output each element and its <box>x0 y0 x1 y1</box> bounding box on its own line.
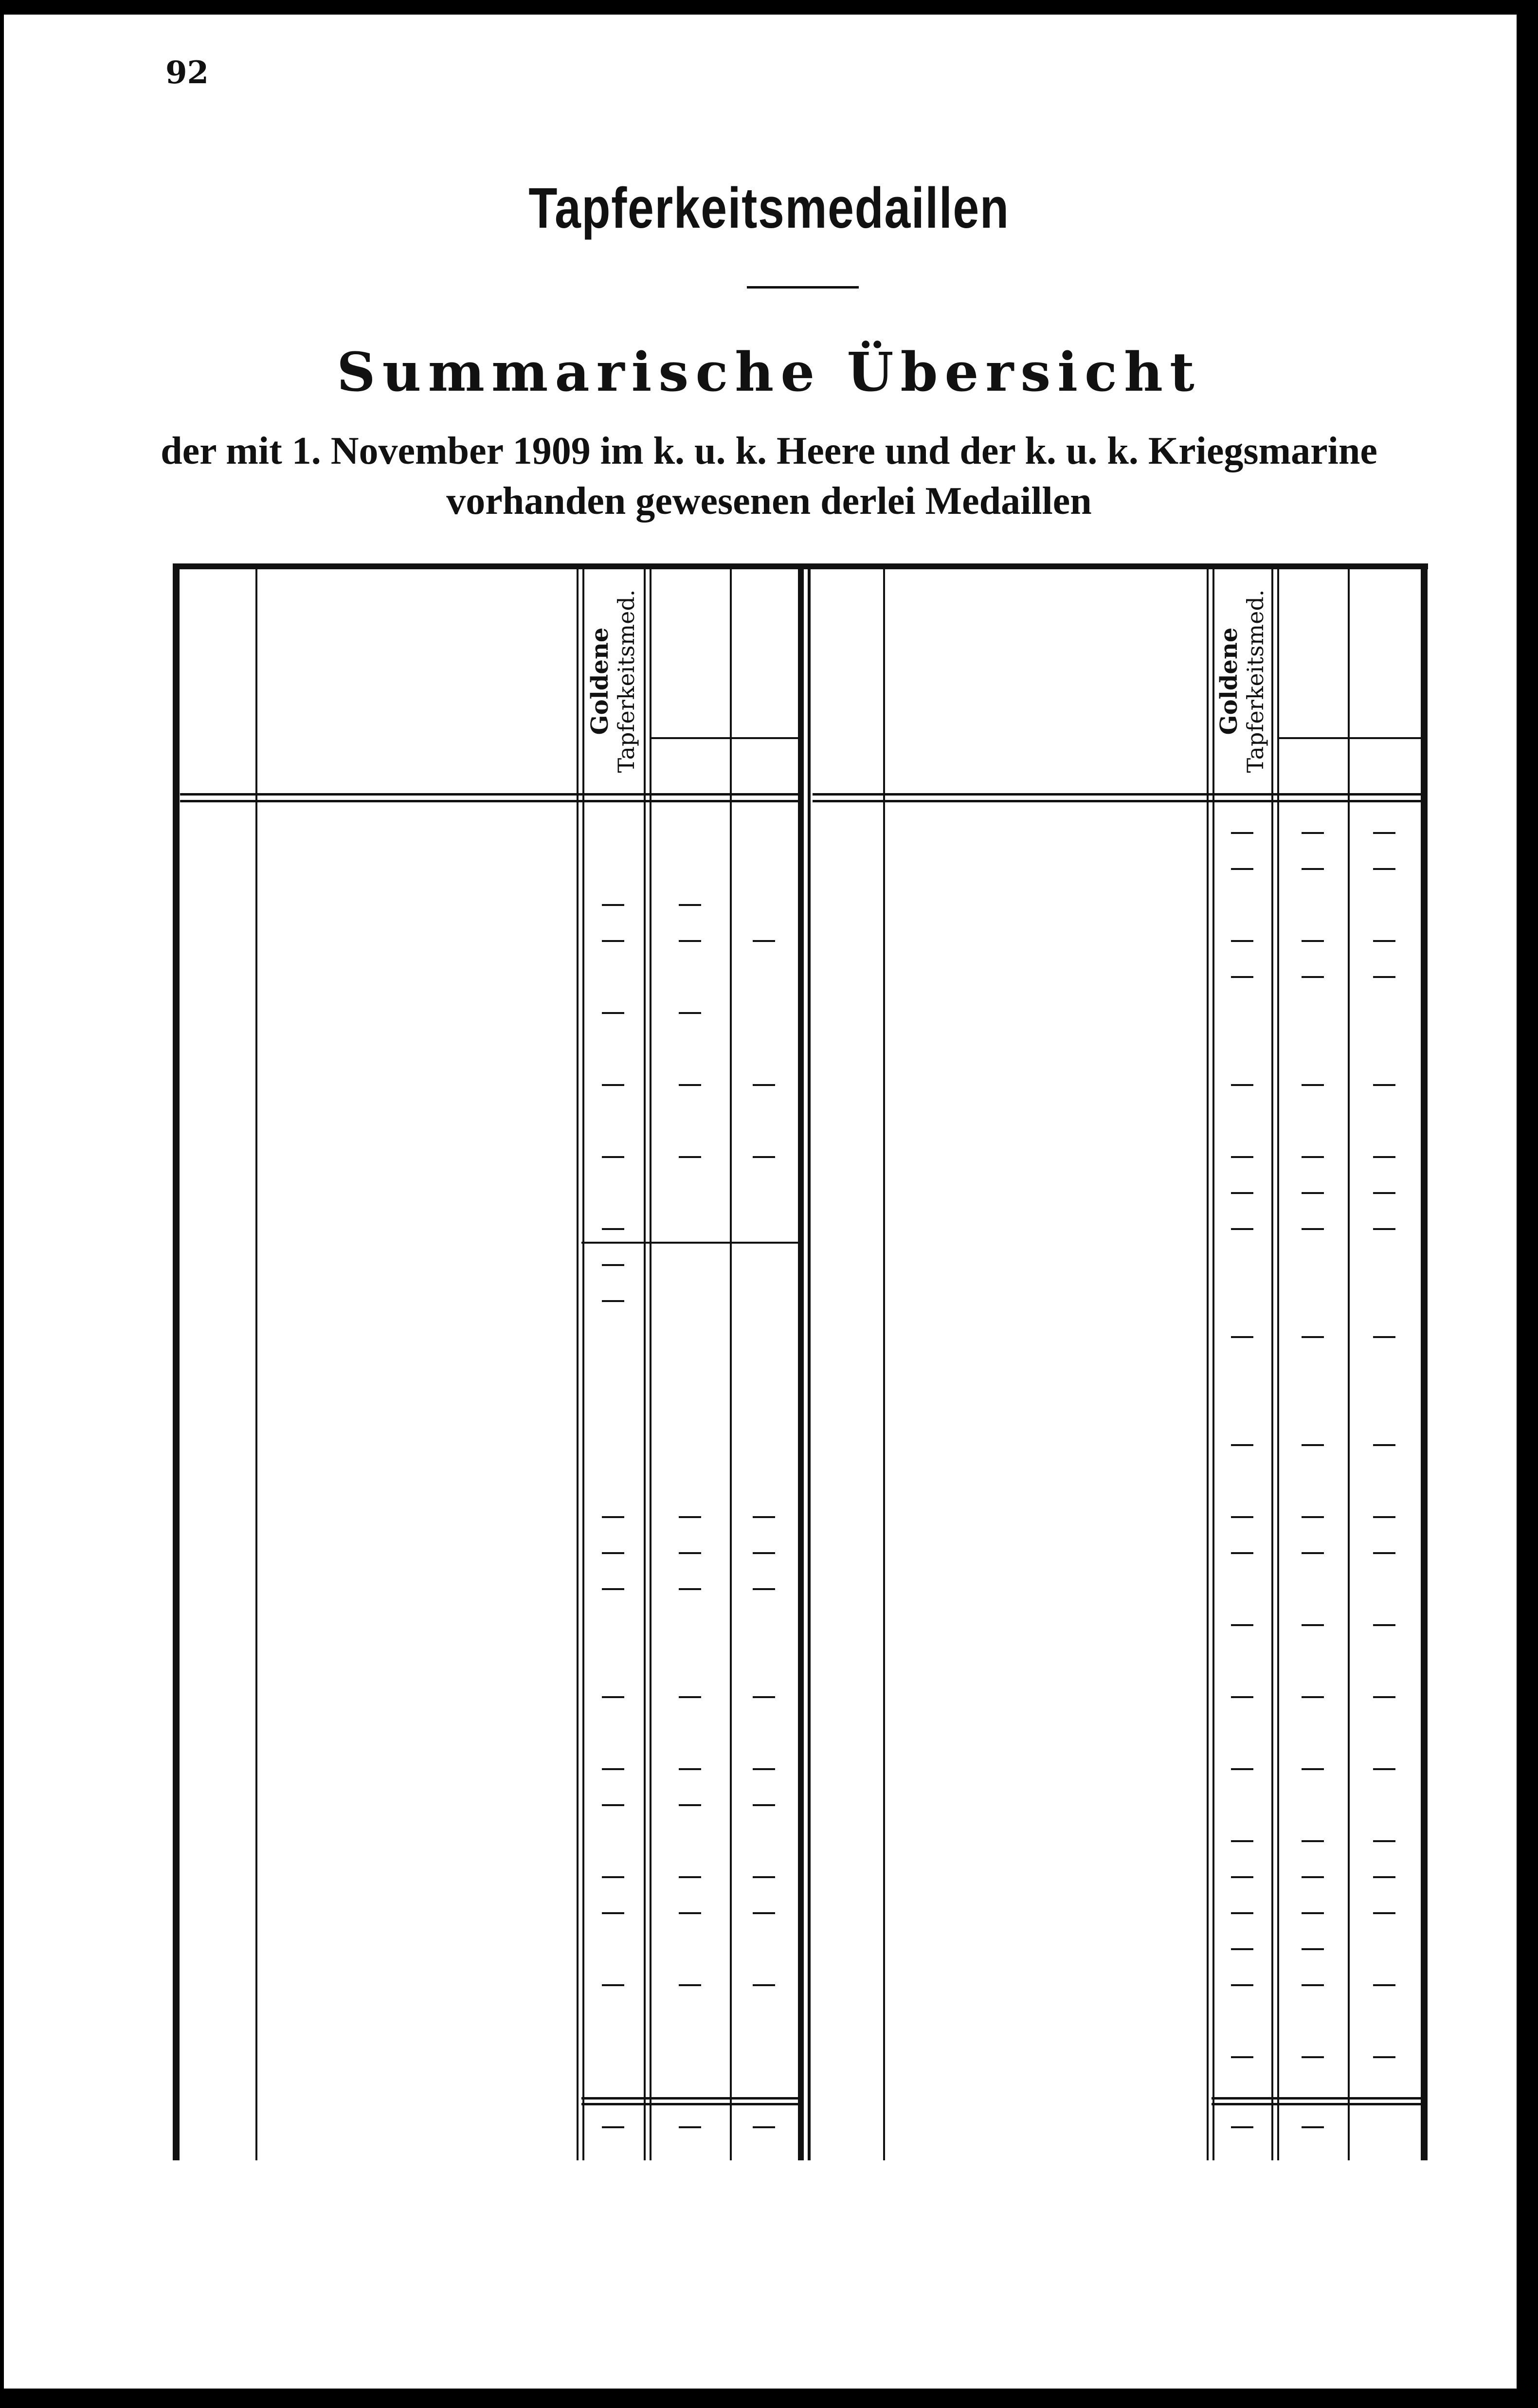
subtitle-line-1: der mit 1. November 1909 im k. u. k. Heere und der k. u. k. Kriegsmarine <box>161 430 1377 472</box>
page-number: 92 <box>165 54 209 91</box>
dash-mark <box>602 1264 624 1266</box>
column-line <box>730 569 732 2160</box>
header-goldene <box>587 584 639 779</box>
dash-mark <box>602 1516 624 1518</box>
footer-rule <box>581 2097 798 2100</box>
dash-mark <box>1231 1156 1253 1158</box>
dash-mark <box>1373 976 1395 978</box>
dash-mark <box>1231 1552 1253 1554</box>
dash-mark <box>753 1588 775 1590</box>
dash-mark <box>1231 2126 1253 2128</box>
dash-mark <box>1231 868 1253 870</box>
subtitle-line-2: vorhanden gewesenen derlei Medaillen <box>446 480 1092 523</box>
column-line <box>1207 569 1209 2160</box>
dash-mark <box>1302 1912 1324 1914</box>
column-line <box>650 569 651 2160</box>
dash-mark <box>1231 1696 1253 1698</box>
dash-mark <box>1302 1552 1324 1554</box>
dash-mark <box>602 1768 624 1770</box>
dash-mark <box>753 1552 775 1554</box>
dash-mark <box>1302 1444 1324 1446</box>
dash-mark <box>679 904 701 906</box>
dash-mark <box>1302 976 1324 978</box>
dash-mark <box>1231 1912 1253 1914</box>
dash-mark <box>1302 1516 1324 1518</box>
dash-mark <box>679 1696 701 1698</box>
table-center-border <box>798 563 804 2160</box>
dash-mark <box>679 1516 701 1518</box>
table-left-border <box>173 563 180 2160</box>
dash-mark <box>1231 1624 1253 1626</box>
header-goldene-line: Tapferkeitsmed. <box>1242 589 1268 773</box>
header-goldene <box>1216 584 1268 779</box>
footer-rule <box>1212 2097 1421 2100</box>
dash-mark <box>1302 2056 1324 2058</box>
dash-mark <box>1231 1336 1253 1338</box>
dash-mark <box>1373 1984 1395 1986</box>
dash-mark <box>602 1696 624 1698</box>
dash-mark <box>1231 1876 1253 1878</box>
dash-mark <box>602 1012 624 1014</box>
dash-mark <box>1373 1336 1395 1338</box>
dash-mark <box>679 1912 701 1914</box>
subheader-rule <box>650 737 798 739</box>
dash-mark <box>1302 1984 1324 1986</box>
dash-mark <box>602 1588 624 1590</box>
dash-mark <box>753 1912 775 1914</box>
dash-mark <box>1302 1876 1324 1878</box>
column-line <box>1277 569 1279 2160</box>
dash-mark <box>1231 1948 1253 1950</box>
header-goldene-line: Goldene <box>1215 627 1243 735</box>
dash-mark <box>753 1876 775 1878</box>
dash-mark <box>1302 1192 1324 1194</box>
dash-mark <box>753 2126 775 2128</box>
dash-mark <box>679 1084 701 1086</box>
dash-mark <box>1231 1984 1253 1986</box>
dash-mark <box>1302 1696 1324 1698</box>
dash-mark <box>602 940 624 942</box>
dash-mark <box>679 940 701 942</box>
dash-mark <box>1373 1084 1395 1086</box>
dash-mark <box>1302 1084 1324 1086</box>
dash-mark <box>753 1084 775 1086</box>
table-right-border <box>1421 563 1428 2160</box>
header-rule <box>813 793 1421 796</box>
table-center-border-inner <box>808 563 811 2160</box>
dash-mark <box>679 1768 701 1770</box>
dash-mark <box>602 904 624 906</box>
dash-mark <box>602 1552 624 1554</box>
dash-mark <box>602 1912 624 1914</box>
dash-mark <box>1373 868 1395 870</box>
dash-mark <box>1302 868 1324 870</box>
column-line <box>255 569 257 2160</box>
header-rule <box>813 800 1421 802</box>
dash-mark <box>679 1552 701 1554</box>
dash-mark <box>1373 1192 1395 1194</box>
dash-mark <box>1302 1840 1324 1842</box>
dash-mark <box>1231 832 1253 834</box>
dash-mark <box>679 1156 701 1158</box>
dash-mark <box>1373 1624 1395 1626</box>
footer-rule <box>581 2103 798 2105</box>
dash-mark <box>1373 1444 1395 1446</box>
dash-mark <box>679 1012 701 1014</box>
dash-mark <box>1302 940 1324 942</box>
title-divider <box>747 286 859 289</box>
dash-mark <box>1231 1228 1253 1230</box>
page-title: Tapferkeitsmedaillen <box>528 176 1010 240</box>
dash-mark <box>602 1300 624 1302</box>
column-line <box>644 569 646 2160</box>
column-line <box>1348 569 1350 2160</box>
dash-mark <box>1231 2056 1253 2058</box>
dash-mark <box>679 2126 701 2128</box>
dash-mark <box>1302 1228 1324 1230</box>
dash-mark <box>1302 1624 1324 1626</box>
column-line <box>1212 569 1214 2160</box>
dash-mark <box>602 1804 624 1806</box>
dash-mark <box>753 940 775 942</box>
dash-mark <box>1302 832 1324 834</box>
dash-mark <box>602 2126 624 2128</box>
dash-mark <box>602 1876 624 1878</box>
dash-mark <box>1302 1156 1324 1158</box>
dash-mark <box>1231 1516 1253 1518</box>
dash-mark <box>1231 940 1253 942</box>
dash-mark <box>1231 1768 1253 1770</box>
dash-mark <box>1373 940 1395 942</box>
dash-mark <box>1302 1336 1324 1338</box>
column-line <box>1271 569 1273 2160</box>
dash-mark <box>1373 1876 1395 1878</box>
dash-mark <box>1373 2056 1395 2058</box>
dash-mark <box>602 1228 624 1230</box>
dash-mark <box>1373 1840 1395 1842</box>
dash-mark <box>1373 1228 1395 1230</box>
dash-mark <box>1302 1948 1324 1950</box>
dash-mark <box>753 1156 775 1158</box>
dash-mark <box>753 1696 775 1698</box>
dash-mark <box>1231 1084 1253 1086</box>
dash-mark <box>602 1084 624 1086</box>
column-line <box>577 569 579 2160</box>
header-rule <box>180 793 798 796</box>
header-goldene-line: Goldene <box>586 627 614 735</box>
subtitle: Summarische Übersicht <box>337 341 1201 403</box>
dash-mark <box>1231 1840 1253 1842</box>
dash-mark <box>1231 1444 1253 1446</box>
subheader-rule <box>1277 737 1421 739</box>
dash-mark <box>679 1984 701 1986</box>
dash-mark <box>1373 1516 1395 1518</box>
dash-mark <box>753 1804 775 1806</box>
dash-mark <box>1302 1768 1324 1770</box>
dash-mark <box>1373 1156 1395 1158</box>
dash-mark <box>1373 1912 1395 1914</box>
dash-mark <box>1231 976 1253 978</box>
dash-mark <box>602 1984 624 1986</box>
column-line <box>582 569 584 2160</box>
dash-mark <box>602 1156 624 1158</box>
dash-mark <box>1373 1696 1395 1698</box>
dash-mark <box>1302 2126 1324 2128</box>
sum-rule <box>581 1242 798 1244</box>
header-rule <box>180 800 798 802</box>
dash-mark <box>1373 1768 1395 1770</box>
header-goldene-line: Tapferkeitsmed. <box>613 589 639 773</box>
footer-rule <box>1212 2103 1421 2105</box>
dash-mark <box>753 1984 775 1986</box>
dash-mark <box>1231 1192 1253 1194</box>
dash-mark <box>1373 1552 1395 1554</box>
dash-mark <box>679 1876 701 1878</box>
dash-mark <box>1373 832 1395 834</box>
dash-mark <box>753 1768 775 1770</box>
dash-mark <box>679 1588 701 1590</box>
column-line <box>883 569 885 2160</box>
dash-mark <box>753 1516 775 1518</box>
dash-mark <box>679 1804 701 1806</box>
